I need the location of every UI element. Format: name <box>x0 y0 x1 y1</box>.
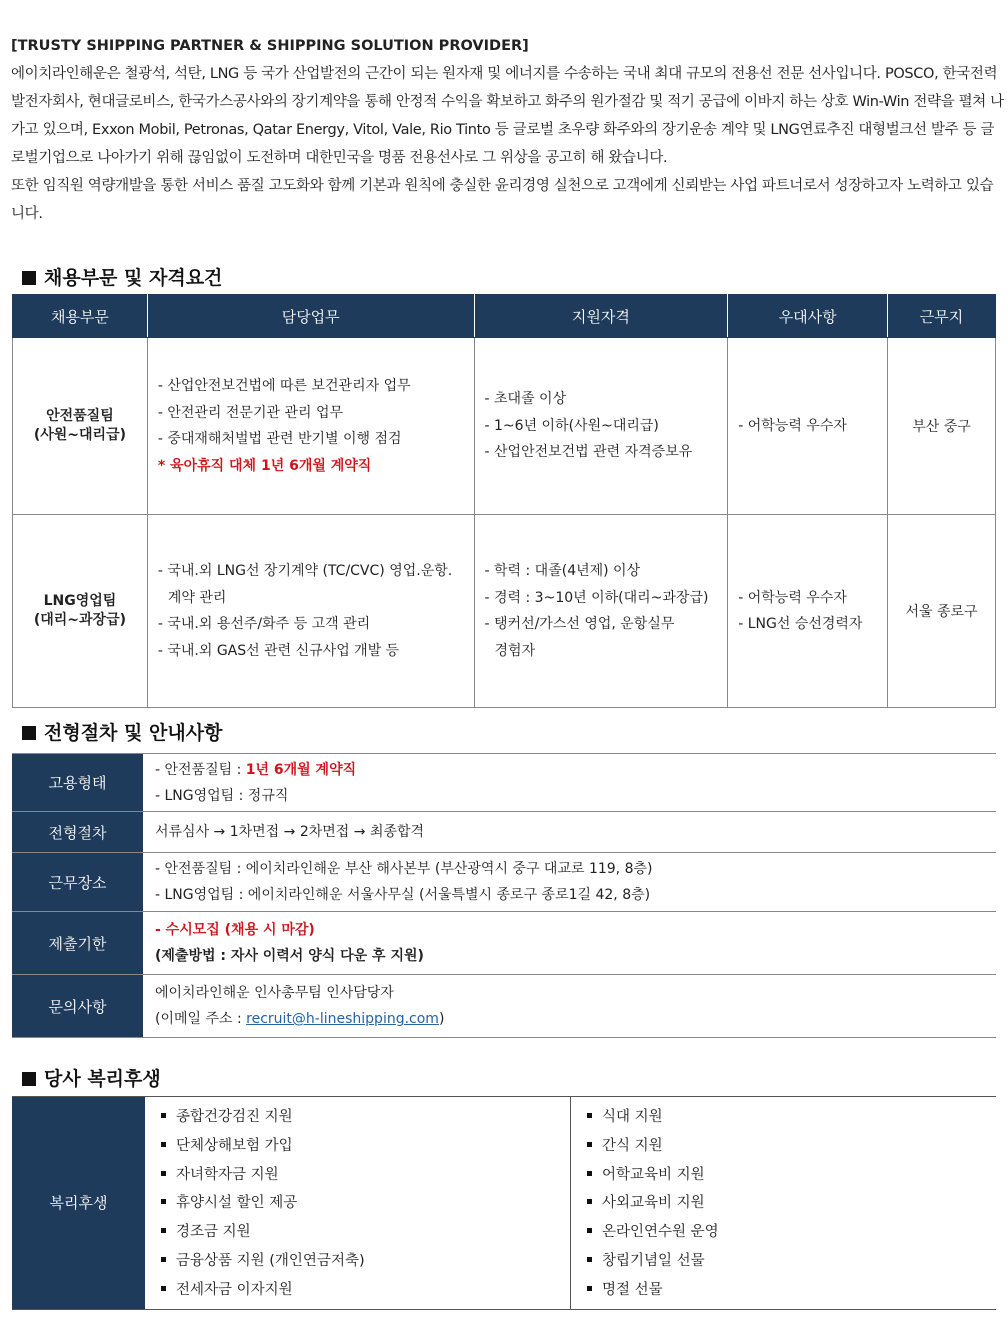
bullet-icon <box>587 1228 592 1233</box>
location-cell: 부산 중구 <box>888 338 996 515</box>
list-item: - 중대재해처벌법 관련 반기별 이행 점검 <box>157 431 402 447</box>
preferences-cell <box>728 515 888 708</box>
list-item-continuation: 계약 관리 <box>167 589 227 606</box>
team-cell <box>13 515 148 708</box>
section-title-positions <box>22 263 222 290</box>
team-name: LNG영업팀 <box>43 593 117 609</box>
list-item-text: 전세자금 이자지원 <box>176 1281 293 1298</box>
bullet-icon <box>161 1257 166 1262</box>
intro <box>11 32 1005 228</box>
table-row <box>12 812 996 853</box>
preferences-cell <box>728 338 888 515</box>
header-cell: 우대사항 <box>728 295 888 338</box>
table-row <box>12 975 996 1038</box>
list-item <box>587 1276 996 1305</box>
bullet-icon <box>161 1113 166 1118</box>
section-title-text: 당사 복리후생 <box>44 1068 161 1090</box>
list-item-text: 사외교육비 지원 <box>602 1195 705 1212</box>
table-row <box>12 912 996 975</box>
email-link[interactable]: recruit@h-lineshipping.com <box>246 1011 439 1027</box>
bullet-icon <box>161 1171 166 1176</box>
bullet-icon <box>161 1199 166 1204</box>
table-row <box>12 853 996 912</box>
list-item <box>161 1276 570 1305</box>
process-table <box>12 753 996 1038</box>
bullet-icon <box>587 1113 592 1118</box>
benefits-table <box>12 1096 996 1310</box>
intro-paragraph-1: 에이치라인해운은 철광석, 석탄, LNG 등 국가 산업발전의 근간이 되는 원자재 및 에너지를 수송하는 국내 최대 규모의 전용선 전문 선사입니다. POSCO, 한국전력 발전자회사, 현대글로비스, 한국가스공사와의 장기계약을 통해 안정적 수익을 확보하고 화주의 원가절감 및 적기 공급에 이바지 하는 상호 Win-Win 전략을 펼쳐 나가고 있으며, Exxon Mobil, Petronas, Qatar Energy, Vitol, Vale, Rio Tinto 등 글로벌 초우량 화주와의 장기운송 계약 및 LNG연료추진 대형벌크선 발주 등 글로벌기업으로 나아가기 위해 끊임없이 도전하며 대한민국을 명품 전용선사로 그 위상을 공고히 해 왔습니다. <box>11 66 1004 166</box>
bullet-icon <box>587 1199 592 1204</box>
list-item-text: 금융상품 지원 (개인연금저축) <box>176 1252 365 1269</box>
list-item <box>161 1218 570 1247</box>
list-item-text: - 국내.외 LNG선 장기계약 (TC/CVC) 영업.운항. <box>157 563 453 579</box>
header-cell: 지원자격 <box>474 295 728 338</box>
employment-team-2: - LNG영업팀 : 정규직 <box>155 787 289 804</box>
list-item <box>587 1218 996 1247</box>
list-item <box>161 1189 570 1218</box>
contract-note: * 육아휴직 대체 1년 6개월 계약직 <box>157 457 372 474</box>
list-item-text: 단체상해보험 가입 <box>176 1137 293 1154</box>
list-item-text: 자녀학자금 지원 <box>176 1166 279 1183</box>
row-label: 제출기한 <box>12 912 143 975</box>
list-item <box>587 1189 996 1218</box>
bullet-icon <box>587 1142 592 1147</box>
positions-table <box>12 294 996 708</box>
table-header-row <box>13 295 996 338</box>
qualifications-cell <box>474 515 728 708</box>
list-item: - 어학능력 우수자 <box>738 417 847 434</box>
header-cell: 근무지 <box>888 295 996 338</box>
list-item: - 산업안전보건법에 따른 보건관리자 업무 <box>157 378 411 394</box>
row-label: 전형절차 <box>12 812 143 853</box>
list-item-text: 경조금 지원 <box>176 1224 251 1241</box>
contact-department: 에이치라인해운 인사총무팀 인사담당자 <box>155 985 394 1001</box>
row-label: 고용형태 <box>12 754 143 812</box>
employment-contract-type: 1년 6개월 계약직 <box>245 761 357 778</box>
list-item <box>161 1132 570 1161</box>
list-item: - 안전관리 전문기관 관리 업무 <box>157 404 343 421</box>
list-item <box>587 1247 996 1276</box>
duties-cell <box>147 338 474 515</box>
section-title-benefits <box>22 1064 161 1091</box>
row-label: 복리후생 <box>12 1097 145 1310</box>
row-label: 근무장소 <box>12 853 143 912</box>
bullet-icon <box>587 1257 592 1262</box>
team-name: 안전품질팀 <box>46 408 114 424</box>
square-bullet-icon <box>22 271 36 285</box>
work-location-value <box>143 853 996 912</box>
email-label: (이메일 주소 : <box>155 1011 247 1027</box>
team-level: (대리~과장급) <box>33 612 126 628</box>
table-row <box>13 338 996 515</box>
company-tagline: [TRUSTY SHIPPING PARTNER & SHIPPING SOLUTION PROVIDER] <box>11 38 529 54</box>
table-row <box>12 754 996 812</box>
list-item: - 학력 : 대졸(4년제) 이상 <box>484 563 641 579</box>
team-level: (사원~대리급) <box>33 427 126 443</box>
list-item: - 국내.외 용선주/화주 등 고객 관리 <box>157 616 371 632</box>
list-item: - 초대졸 이상 <box>484 391 567 408</box>
list-item-continuation: 경험자 <box>494 642 536 659</box>
list-item-text: 간식 지원 <box>602 1137 663 1154</box>
team-cell <box>13 338 148 515</box>
list-item: - 1~6년 이하(사원~대리급) <box>484 417 659 434</box>
employment-team-1: - 안전품질팀 : <box>155 761 246 778</box>
deadline-value <box>143 912 996 975</box>
deadline-text: - 수시모집 (채용 시 마감) <box>155 922 315 938</box>
list-item: - 경력 : 3~10년 이하(대리~과장급) <box>484 589 709 606</box>
list-item-text: 종합건강검진 지원 <box>176 1109 293 1125</box>
list-item <box>161 1103 570 1132</box>
benefits-column-left <box>145 1097 571 1310</box>
list-item-text: - 탱커선/가스선 영업, 운항실무 <box>484 616 675 632</box>
list-item <box>587 1103 996 1132</box>
list-item <box>587 1132 996 1161</box>
list-item: - 산업안전보건법 관련 자격증보유 <box>484 444 693 461</box>
square-bullet-icon <box>22 1072 36 1086</box>
list-item-text: 어학교육비 지원 <box>602 1166 705 1183</box>
work-location-1: - 안전품질팀 : 에이치라인해운 부산 해사본부 (부산광역시 중구 대교로 119, 8층) <box>155 861 653 877</box>
email-suffix: ) <box>438 1011 445 1027</box>
contact-value <box>143 975 996 1038</box>
benefits-column-right <box>571 1097 997 1310</box>
list-item <box>161 1161 570 1190</box>
header-cell: 채용부문 <box>13 295 148 338</box>
bullet-icon <box>587 1286 592 1291</box>
bullet-icon <box>161 1286 166 1291</box>
employment-type-value <box>143 754 996 812</box>
list-item-text: 창립기념일 선물 <box>602 1252 705 1269</box>
table-row <box>13 515 996 708</box>
bullet-icon <box>161 1142 166 1147</box>
row-label: 문의사항 <box>12 975 143 1038</box>
section-title-text: 채용부문 및 자격요건 <box>44 267 223 289</box>
list-item: - 국내.외 GAS선 관련 신규사업 개발 등 <box>157 642 400 659</box>
work-location-2: - LNG영업팀 : 에이치라인해운 서울사무실 (서울특별시 종로구 종로1길 42, 8층) <box>155 887 651 903</box>
list-item: - 어학능력 우수자 <box>738 589 847 606</box>
duties-cell <box>147 515 474 708</box>
qualifications-cell <box>474 338 728 515</box>
table-row <box>12 1097 996 1310</box>
list-item-text: 온라인연수원 운영 <box>602 1224 719 1241</box>
location-cell: 서울 종로구 <box>888 515 996 708</box>
bullet-icon <box>587 1171 592 1176</box>
list-item <box>158 558 466 611</box>
list-item <box>587 1161 996 1190</box>
list-item: - LNG선 승선경력자 <box>738 616 863 632</box>
list-item-text: 명절 선물 <box>602 1281 663 1298</box>
list-item-text: 식대 지원 <box>602 1109 663 1125</box>
intro-paragraph-2: 또한 임직원 역량개발을 통한 서비스 품질 고도화와 함께 기본과 원칙에 충실한 윤리경영 실천으로 고객에게 신뢰받는 사업 파트너로서 성장하고자 노력하고 있습니다. <box>11 178 994 222</box>
process-value: 서류심사 → 1차면접 → 2차면접 → 최종합격 <box>143 812 996 853</box>
square-bullet-icon <box>22 726 36 740</box>
section-title-process <box>22 718 222 745</box>
bullet-icon <box>161 1228 166 1233</box>
header-cell: 담당업무 <box>147 295 474 338</box>
list-item <box>485 611 720 664</box>
section-title-text: 전형절차 및 안내사항 <box>44 722 223 744</box>
list-item <box>161 1247 570 1276</box>
list-item-text: 휴양시설 할인 제공 <box>176 1195 298 1212</box>
submission-method: (제출방법 : 자사 이력서 양식 다운 후 지원) <box>155 948 424 964</box>
